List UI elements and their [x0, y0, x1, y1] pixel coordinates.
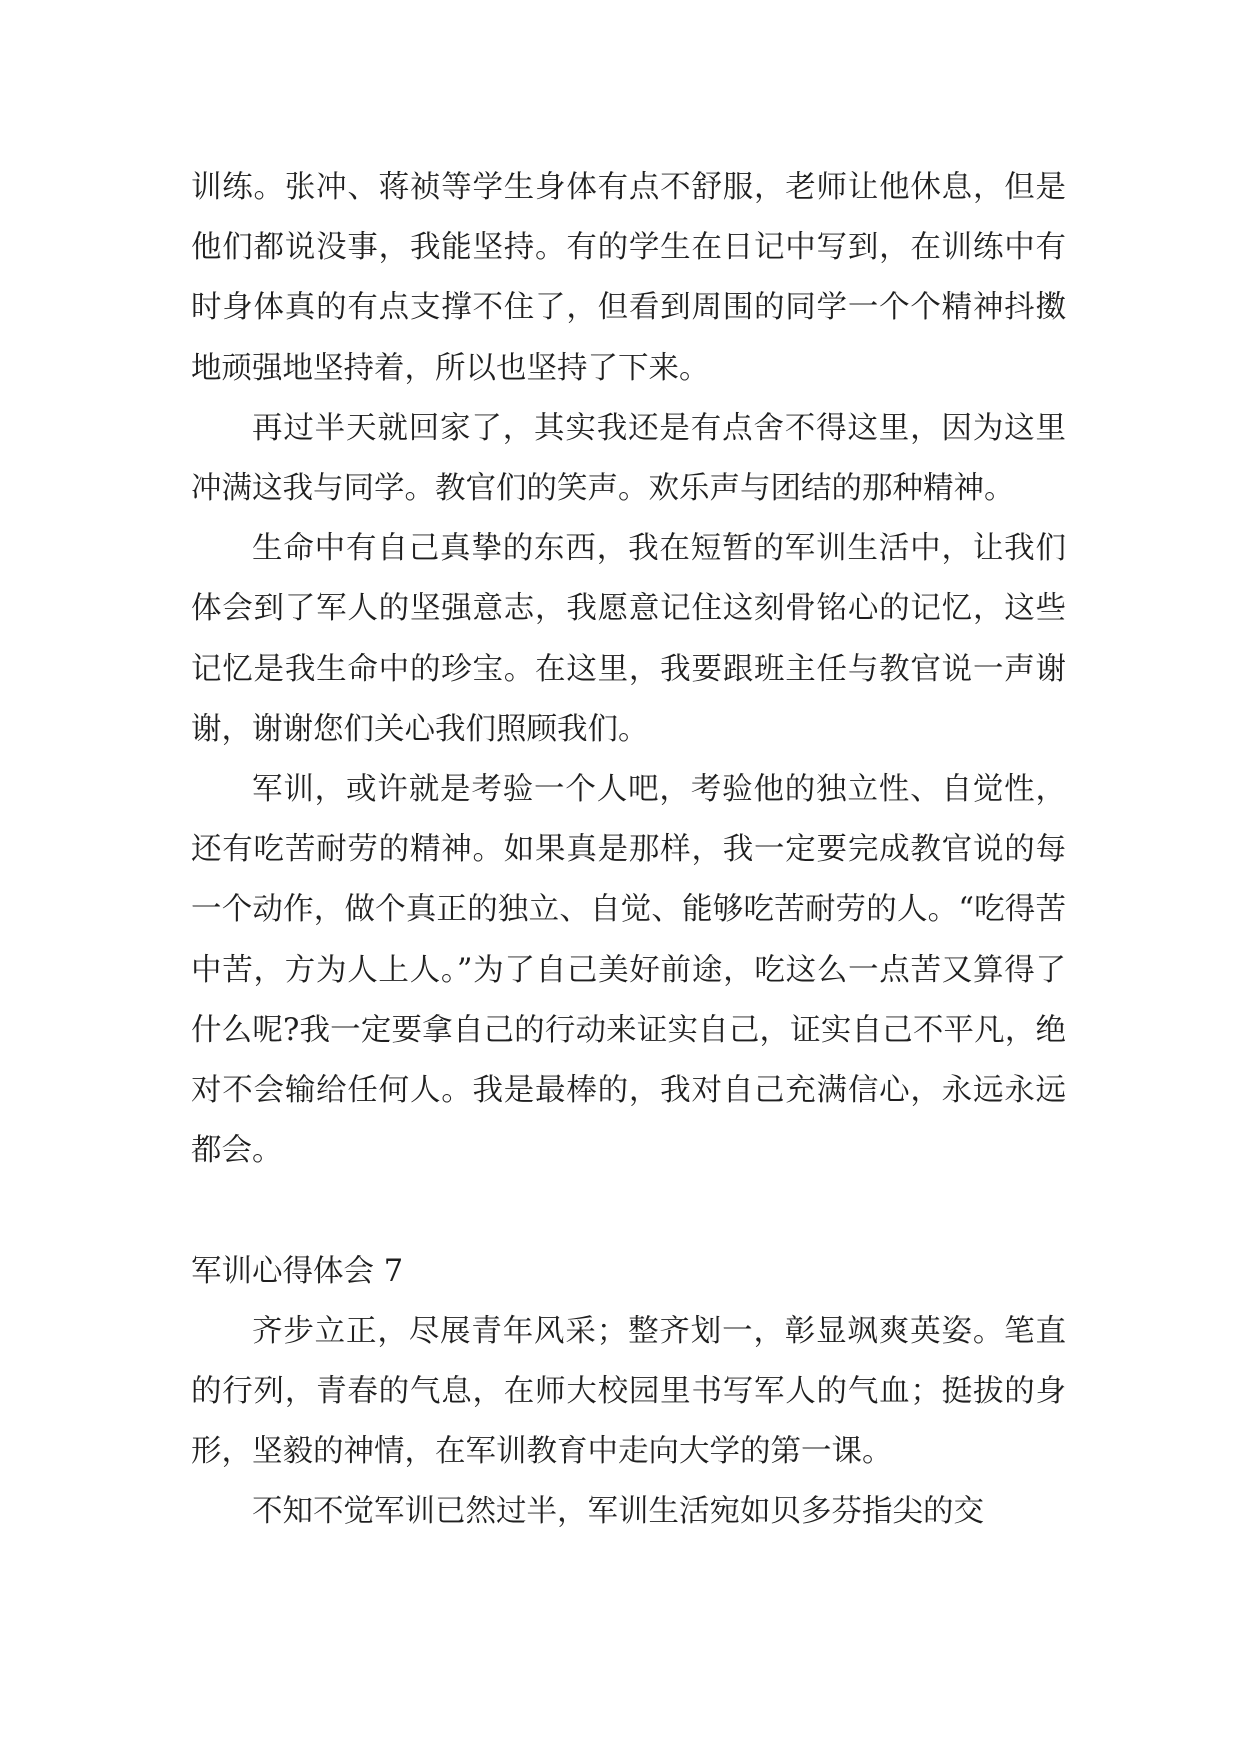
paragraph-halfway-through: 不知不觉军训已然过半，军训生活宛如贝多芬指尖的交: [252, 1494, 984, 1530]
paragraph-test-of-character: 军训，或许就是考验一个人吧，考验他的独立性、自觉性，还有吃苦耐劳的精神。如果真是那样，我一定要完成教官说的每一个动作，做个真正的独立、自觉、能够吃苦耐劳的人。“吃得苦中苦，方为人上人。”为了自己美好前途，吃这么一点苦又算得了什么呢?我一定要拿自己的行动来证实自己，证实自己不平凡，绝对不会输给任何人。我是最棒的，我对自己充满信心，永远永远都会。: [191, 772, 1066, 1169]
section-spacer: [191, 1181, 1066, 1241]
paragraph-training-endurance: 训练。张冲、蒋祯等学生身体有点不舒服，老师让他休息，但是他们都说没事，我能坚持。有的学生在日记中写到，在训练中有时身体真的有点支撑不住了，但看到周围的同学一个个精神抖擞地顽强地坚持着，所以也坚持了下来。: [191, 170, 1066, 386]
section-heading: 军训心得体会 7: [191, 1253, 404, 1289]
paragraph-precious-memory: 生命中有自己真挚的东西，我在短暂的军训生活中，让我们体会到了军人的坚强意志，我愿意记住这刻骨铭心的记忆，这些记忆是我生命中的珍宝。在这里，我要跟班主任与教官说一声谢谢，谢谢您们关心我们照顾我们。: [191, 531, 1066, 747]
document-body: [191, 158, 1066, 1543]
paragraph-going-home: 再过半天就回家了，其实我还是有点舍不得这里，因为这里冲满这我与同学。教官们的笑声。欢乐声与团结的那种精神。: [191, 410, 1066, 507]
paragraph-marching-style: 齐步立正，尽展青年风采；整齐划一，彰显飒爽英姿。笔直的行列，青春的气息，在师大校园里书写军人的气血；挺拔的身形，坚毅的神情，在军训教育中走向大学的第一课。: [191, 1313, 1066, 1470]
